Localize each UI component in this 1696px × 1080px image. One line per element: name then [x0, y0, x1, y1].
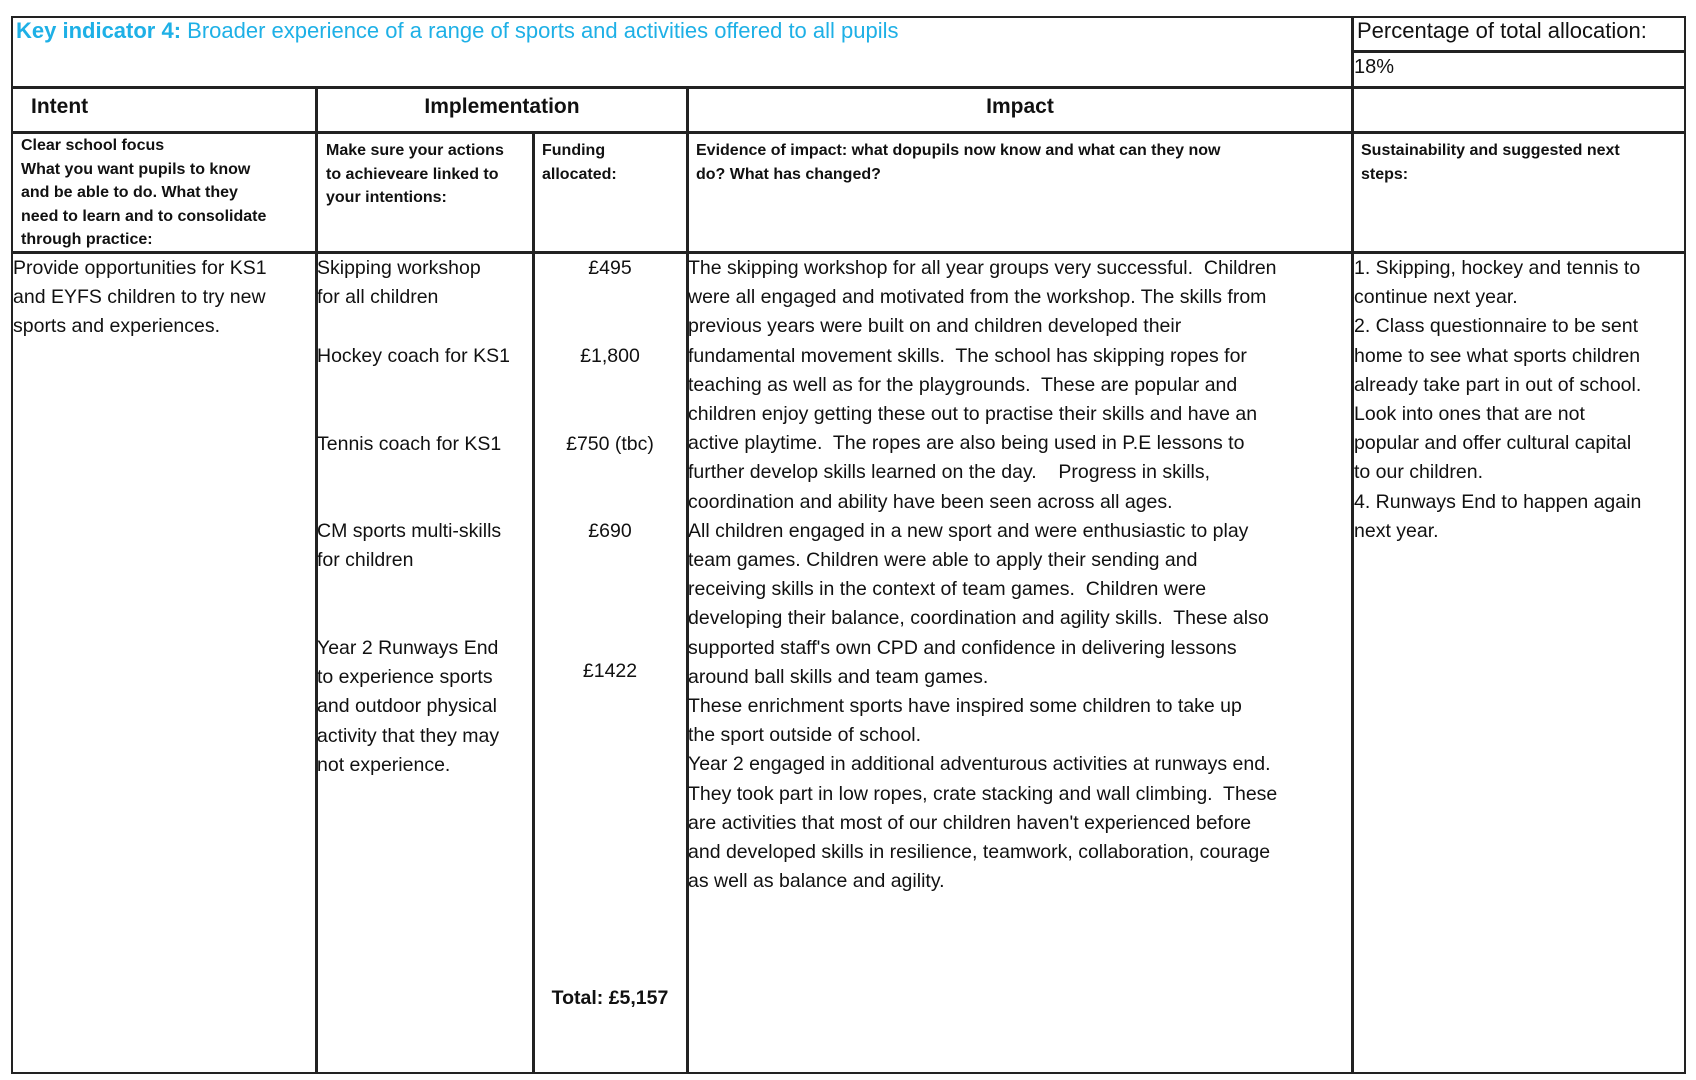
row-divider: [11, 86, 1686, 89]
subheader-intent: Clear school focus What you want pupils to know and be able to do. What they need to learn and to consolidate through practice:: [21, 137, 267, 248]
funding-amount: £690: [588, 520, 632, 542]
header-intent: Intent: [31, 95, 89, 118]
subheader-actions: Make sure your actions to achieveare linked to your intentions:: [326, 142, 504, 206]
action-item: Skipping workshop for all children: [317, 257, 481, 309]
header-impact: Impact: [986, 95, 1054, 118]
action-item: Year 2 Runways End to experience sports and outdoor physical activity that they may not experience.: [317, 637, 500, 776]
action-item: CM sports multi-skills for children: [317, 520, 502, 572]
header-implementation: Implementation: [424, 95, 580, 118]
intent-text: Provide opportunities for KS1 and EYFS children to try new sports and experiences.: [13, 257, 267, 338]
impact-text: The skipping workshop for all year groups very successful. Children were all engaged and motivated from the workshop. The skills from previous years were built on and children developed their fundamental movement skills. The school has skipping ropes for teaching as well as for the playgrounds. These are popular and children enjoy getting these out to practise their skills and have an active playtime. The ropes are also being used in P.E lessons to further develop skills learned on the day. Progress in skills, coordination and ability have been seen across all ages. All children engaged in a new sport and were enthusiastic to play team games. Children were able to apply their sending and receiving skills in the context of team games. Children were developing their balance, coordination and agility skills. These also supported staff's own CPD and confidence in delivering lessons around ball skills and team games. These enrichment sports have inspired some children to take up the sport outside of school. Year 2 engaged in additional adventurous activities at runways end. They took part in low ropes, crate stacking and wall climbing. These are activities that most of our children haven't experienced before and developed skills in resilience, teamwork, collaboration, courage as well as balance and agility.: [688, 257, 1278, 893]
percentage-value: 18%: [1354, 56, 1395, 78]
funding-amount: £1,800: [580, 345, 640, 367]
subheader-sustainability: Sustainability and suggested next steps:: [1361, 142, 1620, 183]
subheader-funding: Funding allocated:: [542, 142, 617, 183]
subheader-evidence: Evidence of impact: what dopupils now know and what can they now do? What has changed?: [696, 142, 1221, 183]
funding-total: Total: £5,157: [551, 987, 669, 1009]
key-indicator-text: Broader experience of a range of sports and activities offered to all pupils: [181, 18, 899, 43]
percentage-label: Percentage of total allocation:: [1357, 18, 1647, 43]
key-indicator-title: [16, 18, 899, 44]
row-divider: [1352, 50, 1686, 53]
funding-amount: £495: [588, 257, 632, 279]
action-item: Hockey coach for KS1: [317, 345, 510, 367]
funding-amount: £750 (tbc): [566, 433, 654, 455]
column-divider: [315, 86, 318, 1074]
key-indicator-label: Key indicator 4:: [16, 18, 182, 43]
action-item: Tennis coach for KS1: [317, 433, 502, 455]
sustainability-text: 1. Skipping, hockey and tennis to continue next year. 2. Class questionnaire to be sent home to see what sports children already take part in out of school. Look into ones that are not popular and offer cultural capital to our children. 4. Runways End to happen again next year.: [1354, 257, 1642, 542]
funding-amount: £1422: [582, 660, 638, 682]
